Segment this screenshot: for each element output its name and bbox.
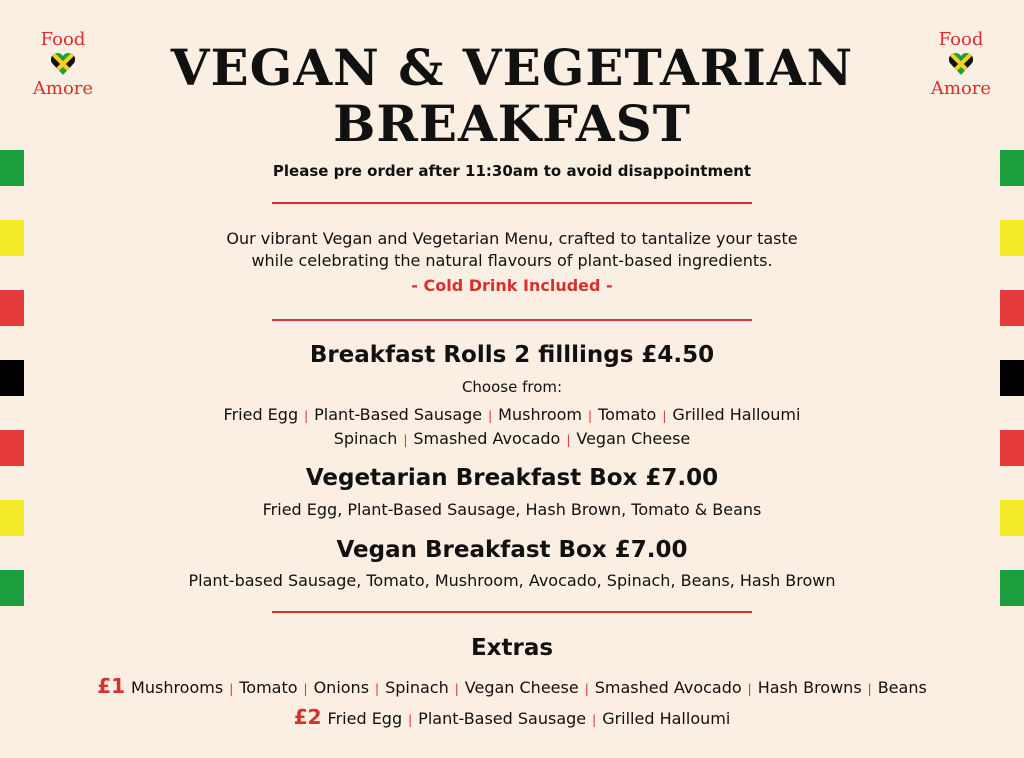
separator: | — [747, 682, 752, 696]
extra-item: Smashed Avocado — [594, 678, 742, 697]
rolls-choose-label: Choose from: — [461, 378, 563, 396]
roll-option: Smashed Avocado — [413, 429, 561, 448]
roll-option: Tomato — [598, 405, 657, 424]
title-line-2: BREAKFAST — [333, 94, 691, 153]
divider — [272, 319, 752, 321]
extras-price-1: £1 — [97, 674, 126, 698]
separator: | — [408, 713, 413, 727]
extra-item: Tomato — [239, 678, 298, 697]
preorder-note: Please pre order after 11:30am to avoid disappointment — [272, 162, 752, 180]
color-stripe — [0, 290, 24, 326]
divider — [272, 611, 752, 613]
extra-item: Plant-Based Sausage — [418, 709, 587, 728]
extra-item: Spinach — [385, 678, 449, 697]
vegan-box-title: Vegan Breakfast Box £7.00 — [336, 537, 688, 563]
separator: | — [303, 682, 308, 696]
extra-item: Grilled Halloumi — [602, 709, 731, 728]
separator: | — [867, 682, 872, 696]
roll-option: Vegan Cheese — [576, 429, 691, 448]
separator: | — [662, 409, 667, 423]
roll-option: Spinach — [333, 429, 398, 448]
separator: | — [229, 682, 234, 696]
cold-drink-note: - Cold Drink Included - — [411, 276, 613, 295]
page-title — [0, 40, 1024, 152]
separator: | — [592, 713, 597, 727]
extras-row-2 — [0, 705, 1024, 729]
intro-text — [0, 228, 1024, 272]
extra-item: Vegan Cheese — [464, 678, 579, 697]
title-line-1: VEGAN & VEGETARIAN — [170, 38, 854, 97]
extras-price-2: £2 — [293, 705, 322, 729]
roll-option: Plant-Based Sausage — [314, 405, 483, 424]
separator: | — [584, 682, 589, 696]
separator: | — [304, 409, 309, 423]
logo-word-amore: Amore — [32, 78, 94, 99]
roll-option: Mushroom — [498, 405, 582, 424]
intro-line-2: while celebrating the natural flavours of plant-based ingredients. — [251, 251, 773, 270]
separator: | — [454, 682, 459, 696]
extra-item: Mushrooms — [131, 678, 224, 697]
extras-row-1 — [0, 674, 1024, 698]
color-stripe — [1000, 290, 1024, 326]
separator: | — [403, 433, 408, 447]
intro-line-1: Our vibrant Vegan and Vegetarian Menu, crafted to tantalize your taste — [226, 229, 798, 248]
extra-item: Hash Browns — [757, 678, 862, 697]
separator: | — [488, 409, 493, 423]
roll-option: Grilled Halloumi — [672, 405, 801, 424]
rolls-options-row-1 — [0, 405, 1024, 424]
vegetarian-box-items: Fried Egg, Plant-Based Sausage, Hash Brown, Tomato & Beans — [262, 500, 762, 519]
rolls-title: Breakfast Rolls 2 filllings £4.50 — [309, 342, 715, 368]
vegetarian-box-title: Vegetarian Breakfast Box £7.00 — [305, 465, 719, 491]
rolls-options-row-2 — [0, 429, 1024, 448]
logo-word-food: Food — [938, 29, 984, 50]
vegan-box-items: Plant-based Sausage, Tomato, Mushroom, Avocado, Spinach, Beans, Hash Brown — [188, 571, 836, 590]
logo-word-food: Food — [40, 29, 86, 50]
roll-option: Fried Egg — [223, 405, 299, 424]
logo-word-amore: Amore — [930, 78, 992, 99]
separator: | — [566, 433, 571, 447]
extra-item: Fried Egg — [327, 709, 403, 728]
separator: | — [587, 409, 593, 423]
extras-title: Extras — [470, 635, 554, 661]
extra-item: Beans — [877, 678, 927, 697]
extra-item: Onions — [313, 678, 370, 697]
separator: | — [375, 682, 380, 696]
divider — [272, 202, 752, 204]
